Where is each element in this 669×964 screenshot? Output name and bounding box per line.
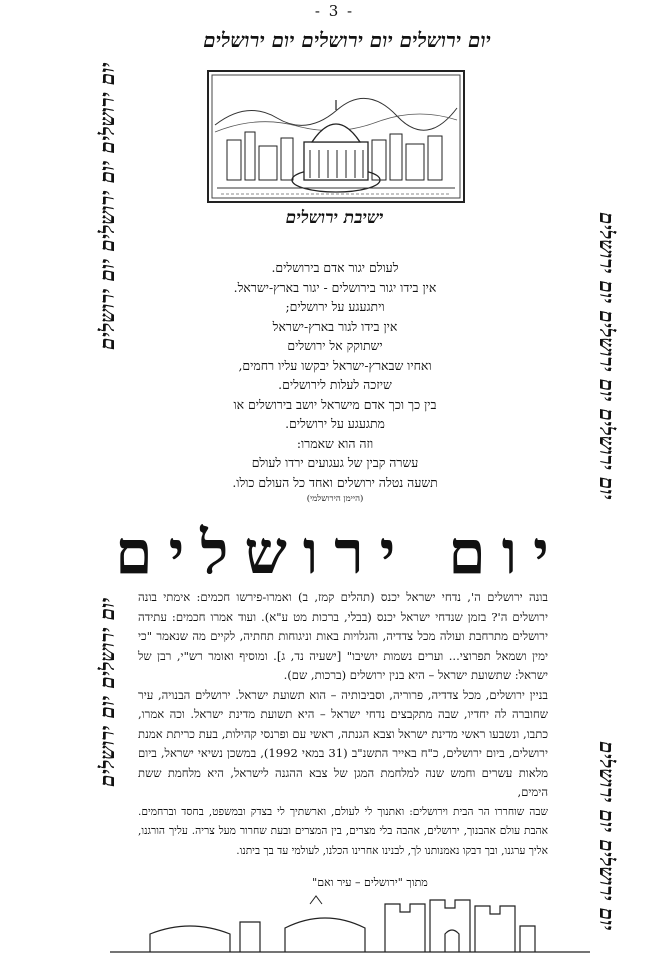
jerusalem-engraving [207,70,465,203]
poem-line: אין בידו לגור בארץ-ישראל [272,318,398,334]
city-wall-illustration [110,882,590,957]
left-banner-top: יום ירושלים יום ירושלים יום ירושלים [95,62,119,350]
left-banner-bottom: יום ירושלים יום ירושלים [95,598,119,788]
poem-line: ואחיו שבארץ-ישראל יבקשו עליו רחמים, [238,357,432,373]
big-title: יום ירושלים [115,518,565,588]
poem-line: לעולם יגור אדם בירושלים. [271,260,399,275]
body-paragraph: בניין ירושלים, מכל צדדיה, פרוריה, וסביבותיה – הוא תשועת ישראל. ירושלים הבנויה, עיר שחוברה לה יחדיו, שבה מתקבצים נדחי ישראל – היא תשועת מדינת ישראל. וכה אמרו, כתבו, ונשבעו ראשי מדינת ישראל וצבא הגנתה, ראשי עם ופרנסי קהילות, בעת כריתת אמנת ירושלים, ביום ירושלים, כ"ח באייר התשנ"ב (31 במאי 1992), במשכן נשיאי ישראל, ביום מלאות עשרים וחמש שנה למלחמת המגן של צבא ההגנה לישראל, היא מלחמת ששת הימים, [138,687,549,799]
poem-line: וזה הוא שאמרו: [296,435,374,451]
right-banner-top: יום ירושלים יום ירושלים יום ירושלים [595,212,619,500]
right-banner-bottom: יום ירושלים יום ירושלים [595,740,619,930]
signoff: מתוך "ירושלים – עיר ואם" [312,876,428,889]
poem-line: שיזכה לעלות לירושלים. [278,377,392,392]
body-text [138,588,548,861]
poem-line: עשרה קבין של געגועים ירדו לעולם [251,455,419,470]
poem-line: אין בידו יגור בירושלים - יגור בארץ-ישראל. [233,279,437,295]
poem-line: ישתוקק אל ירושלים [287,338,383,353]
poem-line: תשעה נטלה ירושלים ואחד כל העולם כולו. [232,474,438,490]
poem-line: בין כך וכך אדם מישראל יושב בירושלים או [233,396,437,412]
body-paragraph: שבה שוחררו הר הבית וירושלים: ואתנוך לי לעולם, וארשתיך לי בצדק ובמשפט, בחסד וברחמים. אהבת עולם אהבנוך, ירושלים, אהבה בלי מצרים, בין המצרים ובעת שחרור מעל צריה. עליך הורגנו, אליך ערגנו, ובך דבקו נאמנותנו לך, לבנינו אחרינו הכלנו, לעולמי עד בך ביתנו. [138,805,548,857]
poem-line: ויתגעגע על ירושלים; [285,299,385,314]
section-title: ישיבת ירושלים [285,208,384,228]
header-banner: יום ירושלים יום ירושלים יום ירושלים [203,28,491,52]
poem-source: (היימן הירושלמי) [306,494,364,504]
poem-block [200,258,470,506]
body-paragraph: בונה ירושלים ה', נדחי ישראל יכנס (תהלים קמז, ב) ואמרו-פירשו חכמים: אימתי בונה ירושלים ה'? בזמן שנדחי ישראל יכנס (בבלי, ברכות מט ע"א). ועוד אמרו חכמים: עתידה ירושלים מתרחבת ועולה מכל צדדיה, והגלויות באות וניגוחות תחתיה, לקיים מה שנאמר "כי ימין ושמאל תפרוצי... וערים נשמות יושיבו" [ישעיה נד, ג]. ומוסיף ואומר רש"י, רבן של ישראל: שתשועת ישראל – היא בנין ירושלים (ברכות, שם). [138,590,548,682]
page-number: - 3 - [314,2,355,20]
poem-line: מתגעגע על ירושלים. [285,416,385,431]
